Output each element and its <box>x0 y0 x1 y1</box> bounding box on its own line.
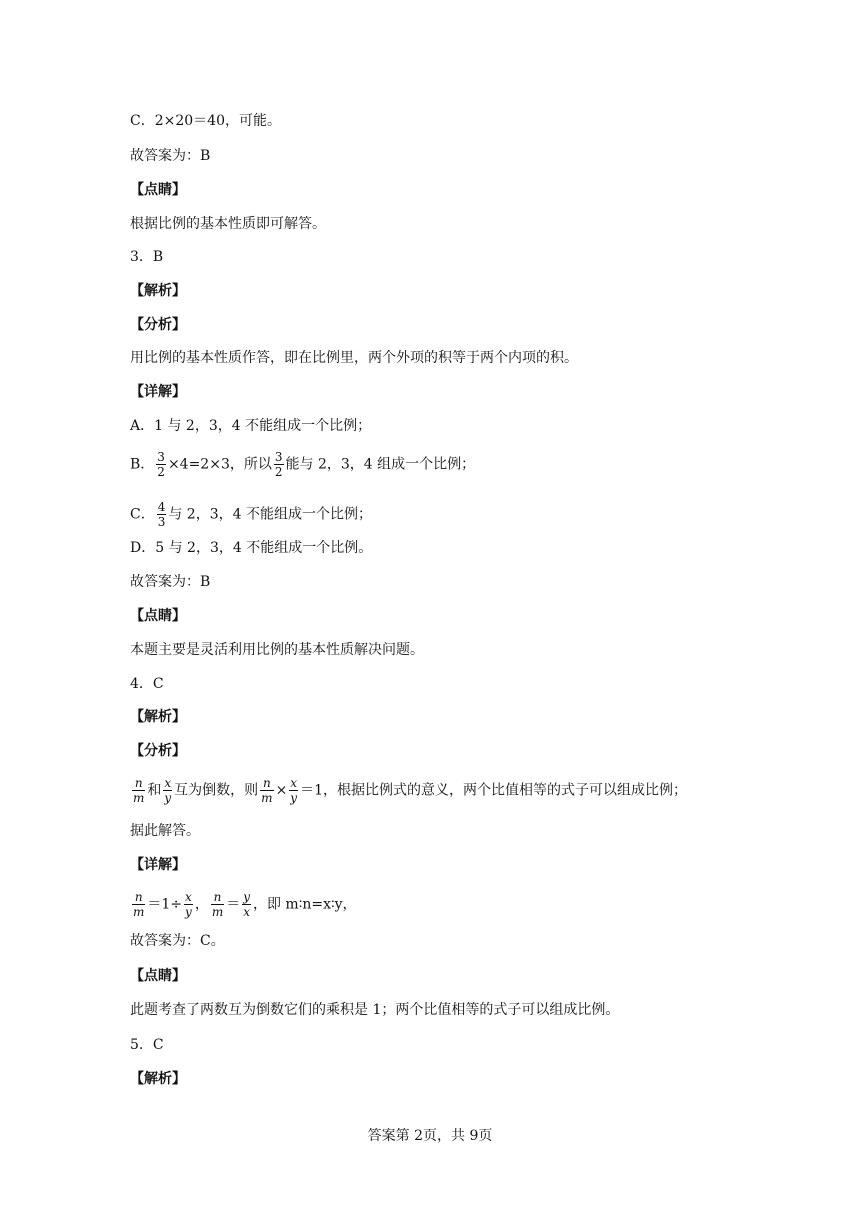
fraction-numerator: x <box>290 776 298 790</box>
option-d-line: D．5 与 2，3，4 不能组成一个比例。 <box>130 540 373 556</box>
fraction-numerator: 3 <box>274 450 283 464</box>
section-heading-fenxi: 【分析】 <box>130 743 186 759</box>
section-heading-dianjing: 【点睛】 <box>130 608 186 624</box>
comment-line: 此题考查了两数互为倒数它们的乘积是 1；两个比值相等的式子可以组成比例。 <box>130 1002 620 1018</box>
fraction-n-m <box>132 890 145 919</box>
fraction-denominator: 2 <box>157 465 165 479</box>
option-b-line <box>130 450 475 479</box>
fraction-numerator: 4 <box>157 500 166 514</box>
times-sign: × <box>275 782 288 799</box>
section-heading-xiangjie: 【详解】 <box>130 384 186 400</box>
section-heading-dianjing: 【点睛】 <box>130 182 186 198</box>
fraction-numerator: n <box>260 776 273 791</box>
analysis-text: 互为倒数，则 <box>174 782 259 799</box>
equals-sign: ＝ <box>226 896 241 913</box>
detail-text: ，即 m∶n=x∶y， <box>252 896 357 913</box>
detail-line-fractions <box>130 890 357 919</box>
fraction-3-2-second <box>274 450 284 479</box>
option-c-line: C．2×20＝40，可能。 <box>130 113 281 129</box>
option-c-line-fraction <box>130 500 372 529</box>
analysis-text: ＝1，根据比例式的意义，两个比值相等的式子可以组成比例； <box>300 782 687 799</box>
question-number-3: 3．B <box>130 249 164 265</box>
analysis-line-end: 据此解答。 <box>130 823 200 839</box>
fraction-x-y <box>289 776 298 805</box>
fraction-numerator: 3 <box>157 450 165 464</box>
fraction-n-m <box>260 776 273 805</box>
fraction-numerator: n <box>211 890 224 905</box>
fraction-y-x <box>242 890 251 919</box>
option-b-label: B． <box>130 456 155 473</box>
section-heading-jiexi: 【解析】 <box>130 283 186 299</box>
fraction-denominator: 2 <box>274 465 283 479</box>
fraction-3-2 <box>156 450 166 479</box>
section-heading-dianjing: 【点睛】 <box>130 968 186 984</box>
question-number-5: 5．C <box>130 1037 164 1053</box>
fraction-denominator: 3 <box>157 515 166 529</box>
analysis-line-fractions <box>130 776 687 805</box>
section-heading-jiexi: 【解析】 <box>130 709 186 725</box>
comment-line: 根据比例的基本性质即可解答。 <box>130 216 326 232</box>
option-a-line: A．1 与 2，3，4 不能组成一个比例； <box>130 418 372 434</box>
detail-text: ＝1÷ <box>147 896 183 913</box>
answer-line: 故答案为：B <box>130 148 211 164</box>
section-heading-jiexi: 【解析】 <box>130 1071 186 1087</box>
analysis-text: 和 <box>147 782 162 799</box>
question-number-4: 4．C <box>130 676 164 692</box>
fraction-n-m <box>211 890 224 919</box>
section-heading-xiangjie: 【详解】 <box>130 857 186 873</box>
option-c-label: C． <box>130 506 155 523</box>
fraction-denominator: y <box>164 791 172 805</box>
fraction-denominator: m <box>261 791 273 805</box>
fraction-4-3 <box>157 500 167 529</box>
fraction-denominator: m <box>133 791 145 805</box>
fraction-x-y <box>184 890 193 919</box>
fraction-numerator: y <box>243 890 250 904</box>
answer-line: 故答案为：B <box>130 574 211 590</box>
analysis-line: 用比例的基本性质作答，即在比例里，两个外项的积等于两个内项的积。 <box>130 350 578 366</box>
option-c-text: 与 2，3，4 不能组成一个比例； <box>168 506 372 523</box>
page-footer: 答案第 2页，共 9页 <box>367 1128 493 1144</box>
section-heading-fenxi: 【分析】 <box>130 317 186 333</box>
fraction-x-y <box>163 776 172 805</box>
fraction-denominator: y <box>290 791 298 805</box>
fraction-numerator: x <box>185 890 192 904</box>
fraction-numerator: x <box>164 776 172 790</box>
fraction-denominator: m <box>211 905 224 919</box>
detail-text: ， <box>194 896 209 913</box>
fraction-numerator: n <box>132 890 145 905</box>
option-b-text-end: 能与 2，3，4 组成一个比例； <box>285 456 476 473</box>
fraction-denominator: m <box>133 905 145 919</box>
fraction-denominator: x <box>243 905 250 919</box>
answer-line: 故答案为：C。 <box>130 933 225 949</box>
fraction-denominator: y <box>185 905 192 919</box>
fraction-numerator: n <box>132 776 145 791</box>
option-b-text: ×4=2×3，所以 <box>167 456 272 473</box>
fraction-n-m <box>132 776 145 805</box>
comment-line: 本题主要是灵活利用比例的基本性质解决问题。 <box>130 642 424 658</box>
